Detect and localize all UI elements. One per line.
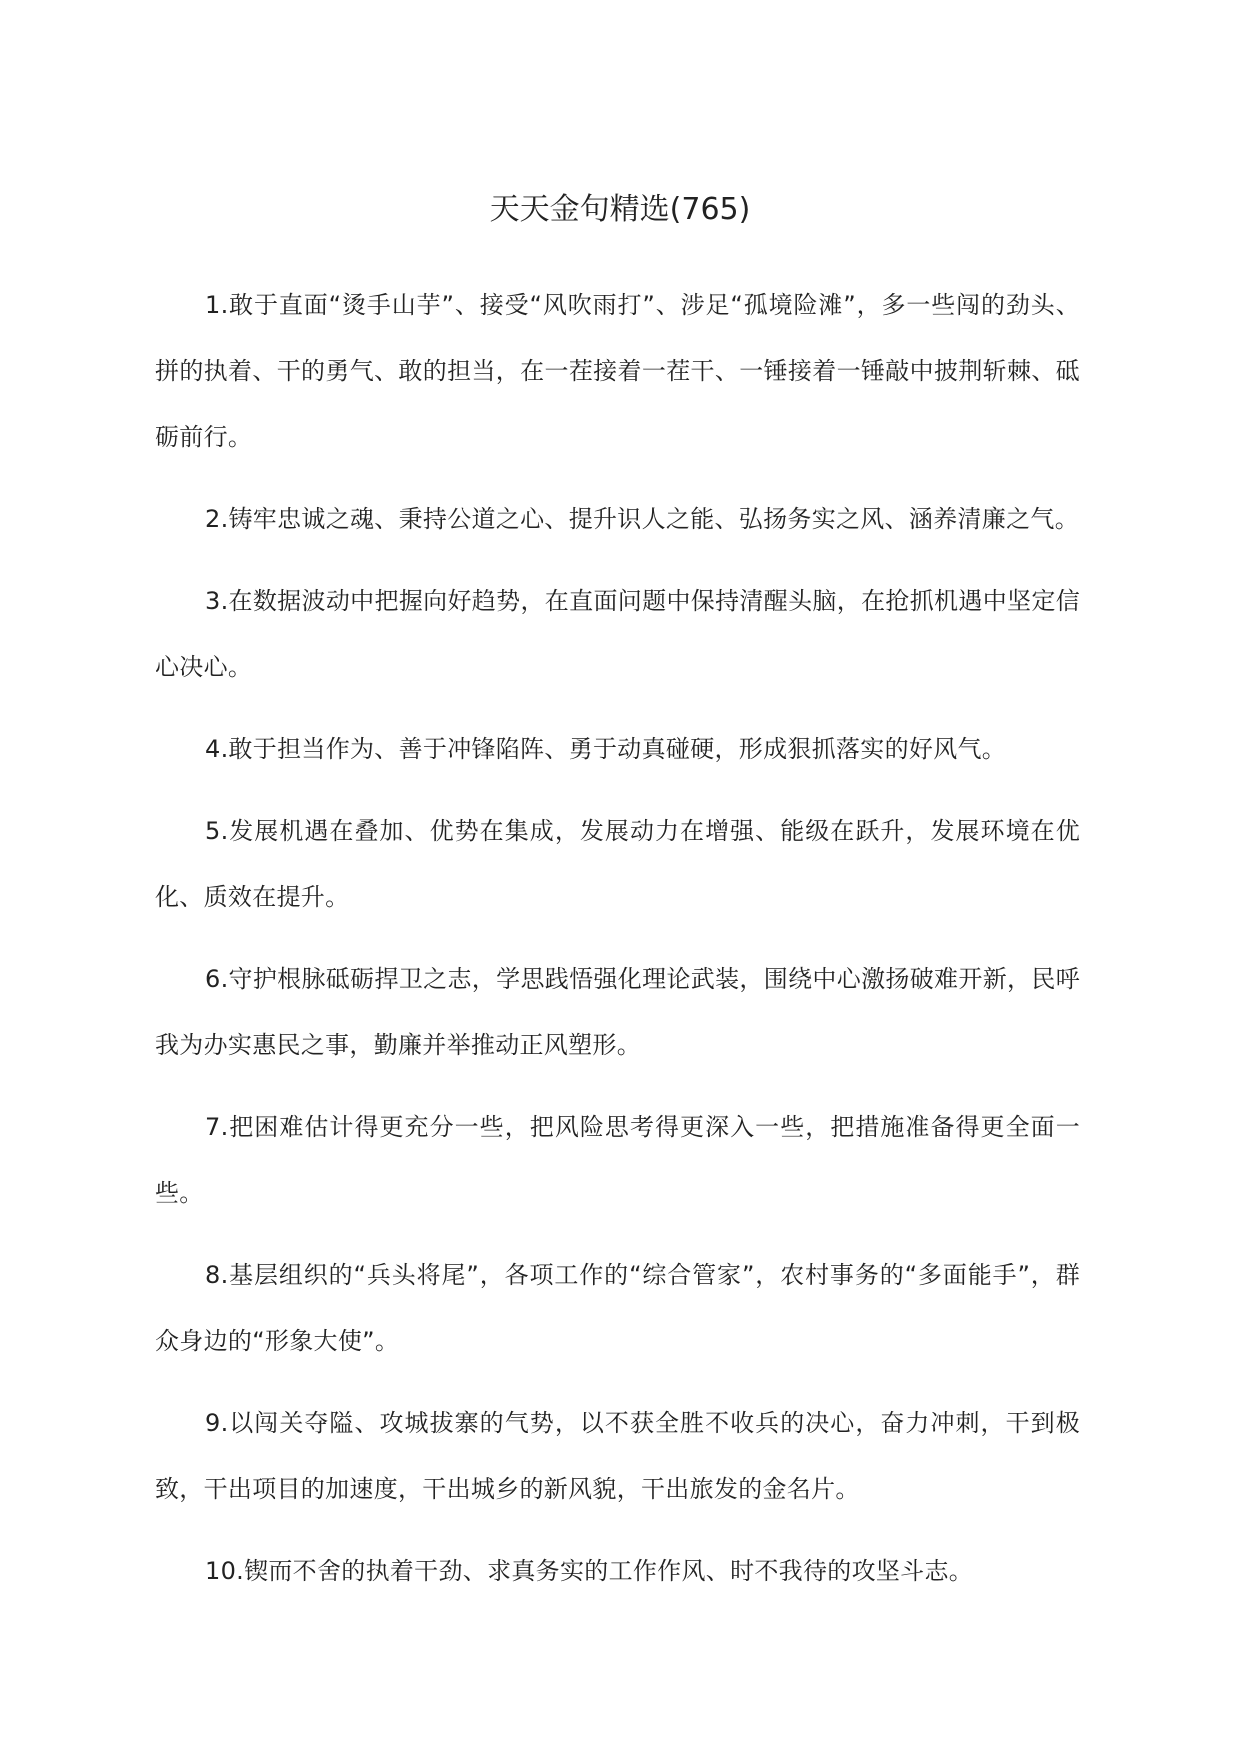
quote-paragraph-9: 9.以闯关夺隘、攻城拔寨的气势，以不获全胜不收兵的决心，奋力冲刺，干到极致，干出项目的加速度，干出城乡的新风貌，干出旅发的金名片。: [155, 1409, 1080, 1503]
page-title: 天天金句精选(765): [489, 192, 751, 227]
quote-paragraph-7: 7.把困难估计得更充分一些，把风险思考得更深入一些，把措施准备得更全面一些。: [155, 1113, 1080, 1207]
quote-paragraph-5: 5.发展机遇在叠加、优势在集成，发展动力在增强、能级在跃升，发展环境在优化、质效在提升。: [155, 817, 1080, 911]
quote-paragraph-8: 8.基层组织的“兵头将尾”，各项工作的“综合管家”，农村事务的“多面能手”，群众身边的“形象大使”。: [155, 1261, 1080, 1355]
document-body: [155, 272, 1080, 1620]
quote-paragraph-6: 6.守护根脉砥砺捍卫之志，学思践悟强化理论武装，围绕中心激扬破难开新，民呼我为办实惠民之事，勤廉并举推动正风塑形。: [155, 965, 1080, 1059]
quote-paragraph-1: 1.敢于直面“烫手山芋”、接受“风吹雨打”、涉足“孤境险滩”，多一些闯的劲头、拼的执着、干的勇气、敢的担当，在一茬接着一茬干、一锤接着一锤敲中披荆斩棘、砥砺前行。: [155, 291, 1080, 451]
quote-paragraph-3: 3.在数据波动中把握向好趋势，在直面问题中保持清醒头脑，在抢抓机遇中坚定信心决心。: [155, 587, 1080, 681]
quote-paragraph-2: 2.铸牢忠诚之魂、秉持公道之心、提升识人之能、弘扬务实之风、涵养清廉之气。: [205, 505, 1079, 533]
quote-paragraph-4: 4.敢于担当作为、善于冲锋陷阵、勇于动真碰硬，形成狠抓落实的好风气。: [205, 735, 1007, 763]
quote-paragraph-10: 10.锲而不舍的执着干劲、求真务实的工作作风、时不我待的攻坚斗志。: [205, 1557, 974, 1585]
